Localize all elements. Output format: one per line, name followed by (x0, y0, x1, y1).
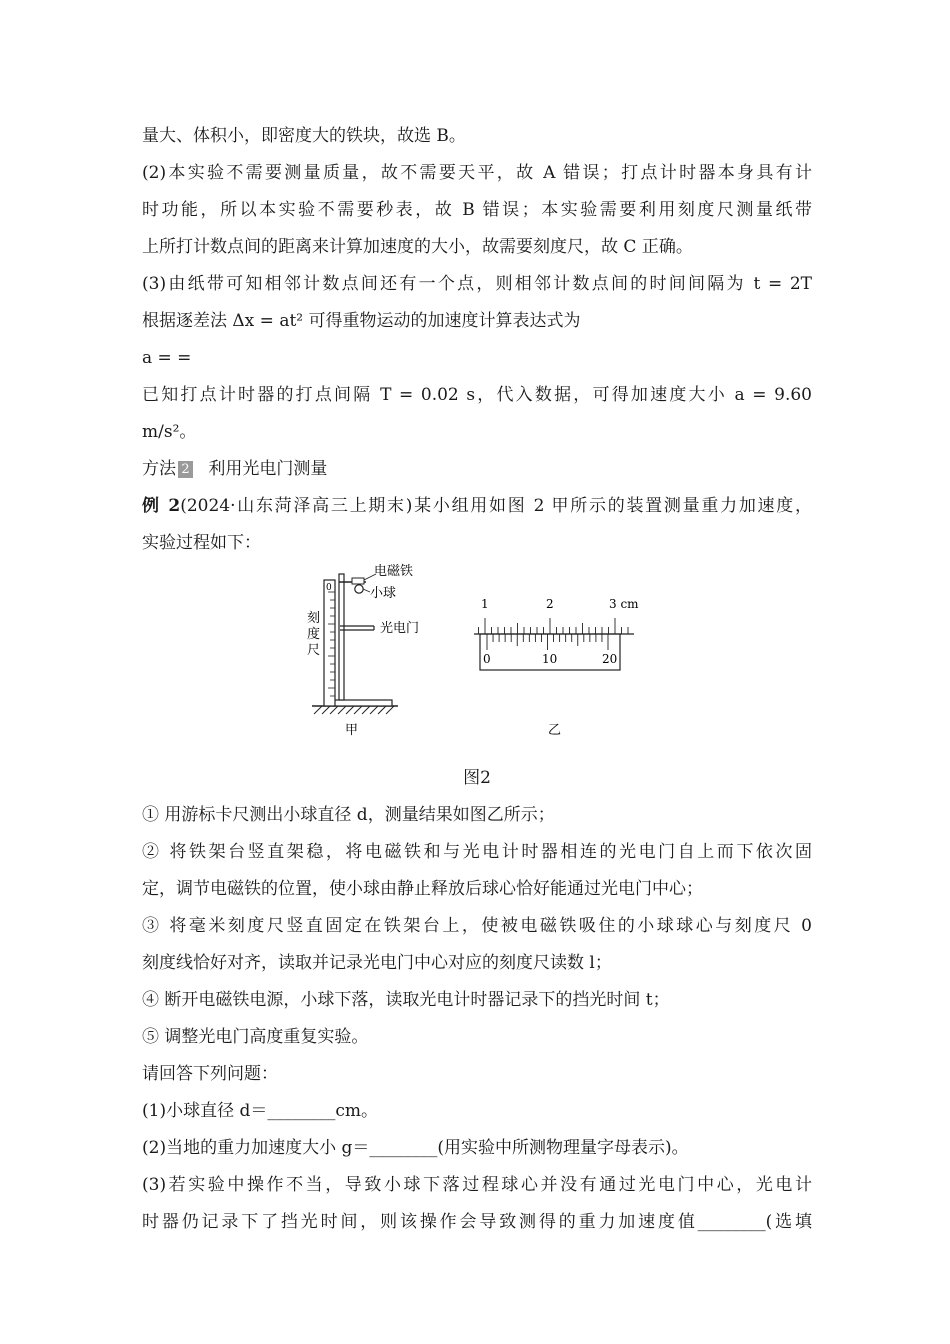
example-line: 实验过程如下： (142, 533, 261, 553)
main-number-2: 2 (546, 597, 554, 611)
text-line: (3)由纸带可知相邻计数点间还有一个点，则相邻计数点间的时间间隔为 t = 2T (142, 274, 812, 294)
question-intro: 请回答下列问题： (142, 1064, 278, 1084)
ruler-label-2: 度 (307, 627, 321, 642)
panel-jia-label: 甲 (345, 723, 359, 738)
figure-caption: 图2 (463, 768, 491, 788)
text-line: 量大、体积小，即密度大的铁块，故选 B。 (142, 126, 466, 146)
method-prefix: 方法 (142, 459, 176, 479)
question-line: (3)若实验中操作不当，导致小球下落过程球心并没有通过光电门中心，光电计 (142, 1175, 812, 1195)
gate-label: 光电门 (380, 621, 420, 636)
vernier-number-20: 20 (602, 652, 618, 666)
vernier-scale-ticks (487, 634, 608, 650)
question-line: (2)当地的重力加速度大小 g＝________(用实验中所测物理量字母表示)。 (142, 1138, 689, 1158)
document-page (142, 118, 812, 1241)
text-line: 上所打计数点间的距离来计算加速度的大小，故需要刻度尺，故 C 正确。 (142, 237, 693, 257)
vernier-number-0: 0 (483, 652, 491, 666)
text-line: 根据逐差法 Δx = at² 可得重物运动的加速度计算表达式为 (142, 311, 581, 331)
step-line: 刻度线恰好对齐，读取并记录光电门中心对应的刻度尺读数 l； (142, 953, 612, 973)
main-number-3: 3 cm (609, 597, 639, 611)
step-line: 定，调节电磁铁的位置，使小球由静止释放后球心恰好能通过光电门中心； (142, 879, 703, 899)
ruler-label-1: 刻 (307, 611, 321, 626)
step-line: ④ 断开电磁铁电源，小球下落，读取光电计时器记录下的挡光时间 t； (142, 990, 670, 1010)
ruler-label-3: 尺 (307, 643, 321, 658)
method-number-badge: 2 (178, 461, 193, 478)
text-line: (2)本实验不需要测量质量，故不需要天平，故 A 错误；打点计时器本身具有计 (142, 163, 812, 183)
question-line: (1)小球直径 d＝________cm。 (142, 1101, 379, 1121)
text-line: m/s²。 (142, 422, 197, 442)
step-line: ② 将铁架台竖直架稳，将电磁铁和与光电计时器相连的光电门自上而下依次固 (142, 842, 812, 862)
formula-line: a = = (142, 348, 192, 368)
panel-yi-label: 乙 (548, 723, 562, 738)
vertical-ruler (324, 580, 335, 706)
ball (355, 585, 363, 593)
figure-2-drawing (142, 562, 812, 760)
step-line: ③ 将毫米刻度尺竖直固定在铁架台上，使被电磁铁吸住的小球球心与刻度尺 0 (142, 916, 812, 936)
stand-pole (339, 574, 344, 700)
vernier-number-10: 10 (542, 652, 558, 666)
main-number-1: 1 (481, 597, 489, 611)
step-line: ① 用游标卡尺测出小球直径 d，测量结果如图乙所示； (142, 805, 555, 825)
text-line: 已知打点计时器的打点间隔 T = 0.02 s，代入数据，可得加速度大小 a = 9.60 (142, 385, 812, 405)
method-heading (142, 451, 812, 488)
text-line: 时功能，所以本实验不需要秒表，故 B 错误；本实验需要利用刻度尺测量纸带 (142, 200, 812, 220)
method-title: 利用光电门测量 (208, 459, 328, 479)
ruler-zero-label: 0 (326, 583, 332, 593)
example-text: (2024·山东菏泽高三上期末)某小组用如图 2 甲所示的装置测量重力加速度， (180, 496, 812, 516)
question-line: 时器仍记录下了挡光时间，则该操作会导致测得的重力加速度值________(选填 (142, 1212, 812, 1232)
example-line (142, 488, 812, 525)
figure-2 (142, 562, 812, 760)
main-scale-ticks (479, 618, 629, 634)
example-label: 例 2 (142, 496, 181, 516)
ball-label: 小球 (370, 586, 397, 601)
magnet-label: 电磁铁 (374, 564, 414, 579)
step-line: ⑤ 调整光电门高度重复实验。 (142, 1027, 369, 1047)
